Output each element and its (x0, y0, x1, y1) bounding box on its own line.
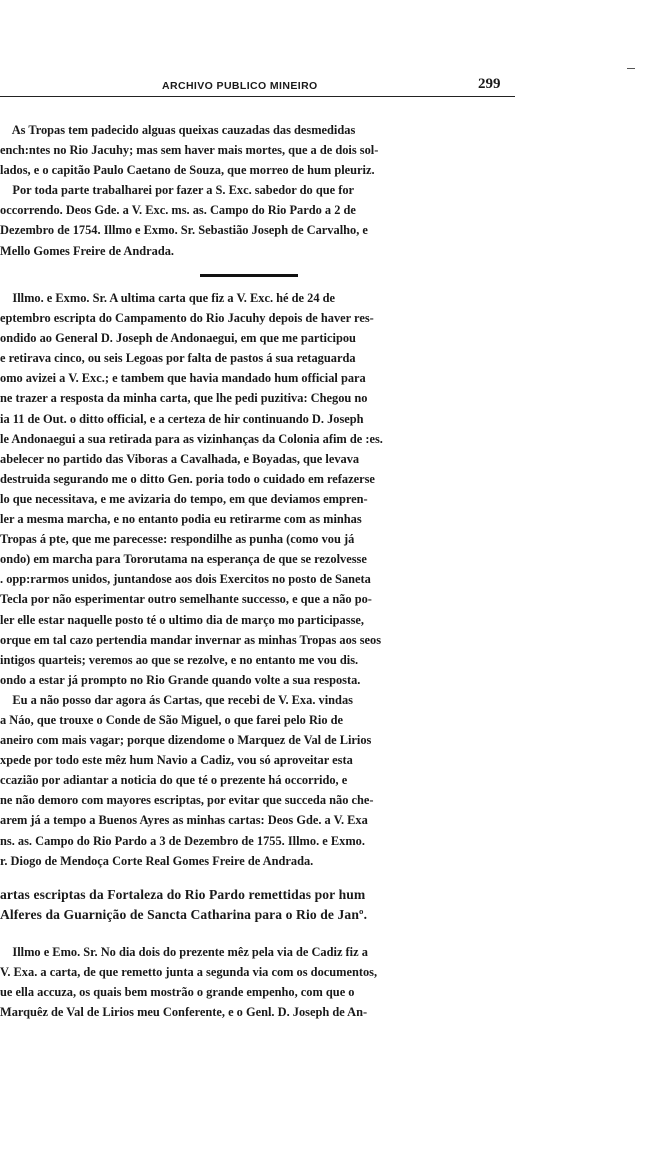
text-line: omo avizei a V. Exc.; e tambem que havia mandado hum official para (0, 371, 366, 386)
text-line: ccazião por adiantar a noticia do que té o prezente há occorrido, e (0, 773, 348, 788)
text-line: intigos quarteis; veremos ao que se rezolve, e no entanto me vou dis. (0, 652, 359, 667)
text-line: As Tropas tem padecido alguas queixas cauzadas das desmedidas (0, 123, 356, 137)
letter-1755 (0, 288, 512, 871)
text-line: arem já a tempo a Buenos Ayres as minhas cartas: Deos Gde. a V. Exa (0, 813, 368, 828)
text-line: ler elle estar naquelle posto té o ultimo dia de março mo participasse, (0, 612, 364, 627)
text-line: Tropas á pte, que me parecesse: respondilhe as punha (como vou já (0, 532, 355, 547)
text-line: V. Exa. a carta, de que remetto junta a segunda via com os documentos, (0, 965, 378, 980)
text-line: Dezembro de 1754. Illmo e Exmo. Sr. Sebastião Joseph de Carvalho, e (0, 223, 368, 238)
text-line: ne não demoro com mayores escriptas, por evitar que succeda não che- (0, 793, 374, 808)
letter-1754-ending (0, 120, 512, 261)
text-line: ns. as. Campo do Rio Pardo a 3 de Dezembro de 1755. Illmo. e Exmo. (0, 833, 365, 848)
margin-mark (627, 68, 635, 69)
header-rule (0, 96, 515, 97)
text-line: ia 11 de Out. o ditto official, e a certeza de hir continuando D. Joseph (0, 411, 364, 426)
text-line: Por toda parte trabalharei por fazer a S. Exc. sabedor do que for (0, 183, 355, 198)
text-line: ondo a estar já prompto no Rio Grande quando volte a sua resposta. (0, 672, 361, 687)
text-line: a Náo, que trouxe o Conde de São Miguel, o que farei pelo Rio de (0, 712, 344, 727)
text-line: aneiro com mais vagar; porque dizendome o Marquez de Val de Lirios (0, 733, 372, 748)
text-line: lados, e o capitão Paulo Caetano de Souza, que morreo de hum pleuriz. (0, 163, 375, 178)
text-line: xpede por todo este mêz hum Navio a Cadiz, vou só aproveitar esta (0, 753, 353, 768)
text-line: occorrendo. Deos Gde. a V. Exc. ms. as. Campo do Rio Pardo a 2 de (0, 203, 356, 218)
caption-line: artas escriptas da Fortaleza do Rio Pardo remettidas por hum (0, 887, 366, 902)
text-line: ench:ntes no Rio Jacuhy; mas sem haver mais mortes, que a de dois sol- (0, 143, 379, 158)
page-number: 299 (478, 76, 501, 92)
header-title: ARCHIVO PUBLICO MINEIRO (162, 80, 318, 92)
text-line: le Andonaegui a sua retirada para as vizinhanças da Colonia afim de :es. (0, 431, 383, 446)
text-line: Eu a não posso dar agora ás Cartas, que recebi de V. Exa. vindas (0, 692, 353, 707)
text-line: . opp:rarmos unidos, juntandose aos dois Exercitos no posto de Saneta (0, 572, 371, 587)
text-line: ue ella accuza, os quais bem mostrão o grande empenho, com que o (0, 985, 355, 1000)
text-line: r. Diogo de Mendoça Corte Real Gomes Freire de Andrada. (0, 853, 314, 868)
text-line: ondo) em marcha para Tororutama na esperança de que se rezolvesse (0, 552, 367, 567)
section-separator (200, 274, 298, 277)
text-line: Illmo e Emo. Sr. No dia dois do prezente mêz pela via de Cadiz fiz a (0, 945, 368, 959)
text-line: abelecer no partido das Viboras a Cavalhada, e Boyadas, que levava (0, 451, 360, 466)
text-line: e retirava cinco, ou seis Legoas por falta de pastos á sua retaguarda (0, 351, 356, 366)
text-line: Marquêz de Val de Lirios meu Conferente, e o Genl. D. Joseph de An- (0, 1005, 368, 1020)
caption-line: Alferes da Guarnição de Sancta Catharina para o Rio de Janº. (0, 907, 368, 922)
text-line: eptembro escripta do Campamento do Rio Jacuhy depois de haver res- (0, 311, 374, 326)
letter-rio-pardo (0, 942, 512, 1022)
text-line: ondido ao General D. Joseph de Andonaegui, em que me participou (0, 331, 356, 346)
text-line: orque em tal cazo pertendia mandar invernar as minhas Tropas aos seos (0, 632, 382, 647)
section-caption (0, 885, 515, 925)
text-line: Tecla por não esperimentar outro semelhante successo, e que a não po- (0, 592, 372, 607)
text-line: destruida segurando me o ditto Gen. poria todo o cuidado em refazerse (0, 471, 375, 486)
text-line: ne trazer a resposta da minha carta, que lhe pedi puzitiva: Chegou no (0, 391, 368, 406)
text-line: ler a mesma marcha, e no entanto podia eu retirarme com as minhas (0, 512, 362, 527)
text-line: Mello Gomes Freire de Andrada. (0, 243, 175, 258)
text-line: lo que necessitava, e me avizaria do tempo, em que deviamos empren- (0, 491, 368, 506)
text-line: Illmo. e Exmo. Sr. A ultima carta que fiz a V. Exc. hé de 24 de (0, 291, 336, 305)
